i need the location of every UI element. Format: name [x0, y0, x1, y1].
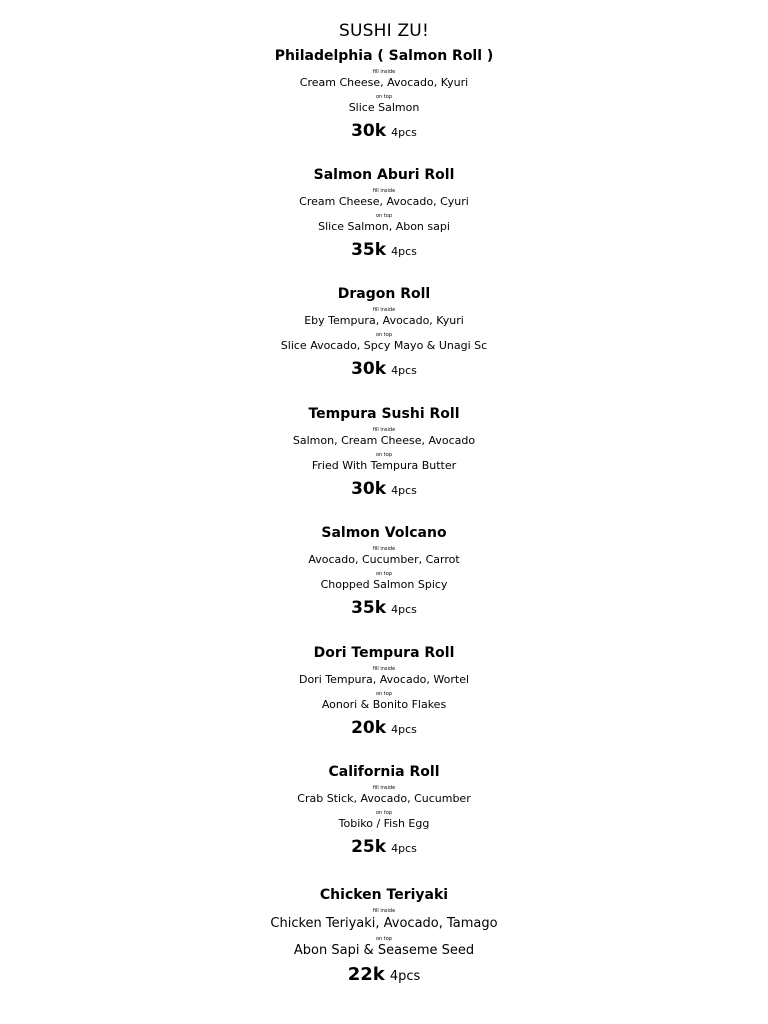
item-topping: Aonori & Bonito Flakes: [321, 698, 447, 711]
on-top-label: on top: [375, 332, 392, 338]
item-pieces: 4pcs: [391, 723, 417, 736]
item-pieces: 4pcs: [391, 245, 417, 258]
item-pieces: 4pcs: [391, 484, 417, 497]
on-top-label: on top: [375, 691, 392, 697]
item-fill: Cream Cheese, Avocado, Kyuri: [299, 76, 469, 89]
item-name: Chicken Teriyaki: [319, 887, 449, 903]
on-top-label: on top: [375, 213, 392, 219]
menu-item: [0, 644, 768, 764]
item-fill: Chicken Teriyaki, Avocado, Tamago: [270, 916, 498, 931]
item-pieces: 4pcs: [391, 364, 417, 377]
menu-item: [0, 285, 768, 405]
item-name: Philadelphia ( Salmon Roll ): [274, 48, 494, 64]
on-top-label: on top: [375, 936, 392, 942]
fill-inside-label: fill inside: [372, 69, 396, 75]
item-topping: Slice Salmon: [348, 101, 420, 114]
item-fill: Eby Tempura, Avocado, Kyuri: [304, 314, 464, 327]
item-pieces: 4pcs: [391, 842, 417, 855]
fill-inside-label: fill inside: [372, 666, 396, 672]
item-fill: Cream Cheese, Avocado, Cyuri: [299, 195, 469, 208]
on-top-label: on top: [375, 571, 392, 577]
item-name: Salmon Volcano: [321, 525, 447, 541]
menu-item: [0, 524, 768, 644]
item-fill: Salmon, Cream Cheese, Avocado: [292, 434, 476, 447]
menu-item: [0, 47, 768, 167]
item-price: 30k: [351, 121, 387, 141]
item-topping: Tobiko / Fish Egg: [338, 817, 430, 830]
item-price-line: [0, 478, 768, 502]
item-price-line: [0, 836, 768, 860]
fill-inside-label: fill inside: [372, 188, 396, 194]
fill-inside-label: fill inside: [372, 785, 396, 791]
item-price: 35k: [351, 240, 387, 260]
on-top-label: on top: [375, 94, 392, 100]
item-topping: Fried With Tempura Butter: [311, 459, 457, 472]
item-fill: Crab Stick, Avocado, Cucumber: [297, 792, 471, 805]
fill-inside-label: fill inside: [372, 307, 396, 313]
item-price: 30k: [351, 479, 387, 499]
item-price: 30k: [351, 359, 387, 379]
item-topping: Slice Salmon, Abon sapi: [318, 220, 450, 233]
item-price-line: [0, 717, 768, 741]
fill-inside-label: fill inside: [372, 546, 396, 552]
item-price-line: [0, 358, 768, 382]
fill-inside-label: fill inside: [372, 908, 396, 914]
item-name: Tempura Sushi Roll: [308, 406, 460, 422]
item-name: California Roll: [328, 764, 440, 780]
fill-inside-label: fill inside: [372, 427, 396, 433]
item-fill: Avocado, Cucumber, Carrot: [308, 553, 460, 566]
menu-item: [0, 405, 768, 525]
item-name: Dori Tempura Roll: [313, 645, 455, 661]
menu-item: [0, 166, 768, 286]
menu-item: [0, 763, 768, 883]
item-name: Salmon Aburi Roll: [313, 167, 455, 183]
item-price-line: [0, 239, 768, 263]
item-price-line: [0, 120, 768, 144]
item-topping: Abon Sapi & Seaseme Seed: [293, 943, 475, 958]
menu-title: SUSHI ZU!: [339, 21, 429, 41]
item-topping: Slice Avocado, Spcy Mayo & Unagi Sc: [280, 339, 488, 352]
on-top-label: on top: [375, 452, 392, 458]
menu-item: [0, 886, 768, 1006]
item-pieces: 4pcs: [391, 126, 417, 139]
item-price: 35k: [351, 598, 387, 618]
item-topping: Chopped Salmon Spicy: [320, 578, 448, 591]
item-name: Dragon Roll: [337, 286, 431, 302]
item-price: 20k: [351, 718, 387, 738]
on-top-label: on top: [375, 810, 392, 816]
item-price-line: [0, 964, 768, 988]
item-price: 25k: [351, 837, 387, 857]
item-pieces: 4pcs: [391, 603, 417, 616]
item-price-line: [0, 597, 768, 621]
item-fill: Dori Tempura, Avocado, Wortel: [298, 673, 470, 686]
item-price: 22k: [347, 964, 385, 985]
item-pieces: 4pcs: [389, 969, 421, 984]
